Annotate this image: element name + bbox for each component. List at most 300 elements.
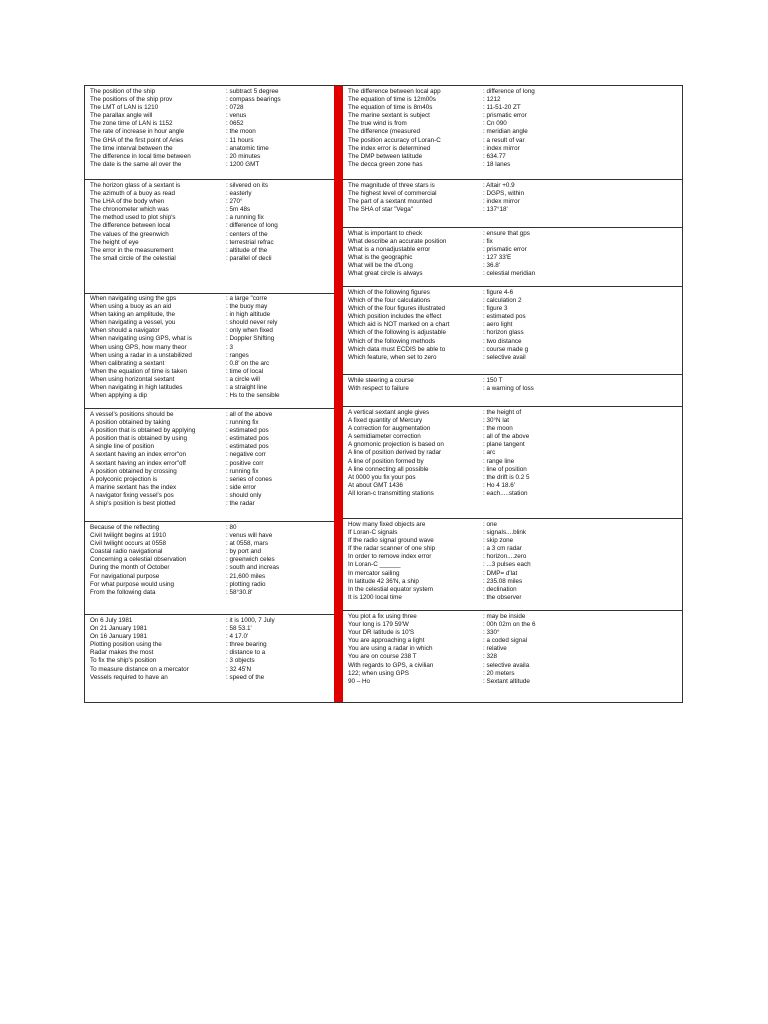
answer-text: : 11-51-20 ZT (483, 104, 521, 112)
answer-text: : declination (483, 585, 517, 593)
answer-text: : 00h 02m on the 6 (483, 621, 536, 629)
question-text: At about GMT 1436 (348, 481, 403, 489)
list-item (343, 417, 682, 425)
answer-text: : 150 T (483, 377, 503, 384)
right-block (343, 287, 682, 375)
question-text: The parallax angle will (90, 112, 153, 120)
list-item (343, 161, 682, 169)
list-item (343, 537, 682, 545)
answer-text: : 3 objects (226, 657, 255, 665)
list-item (85, 319, 335, 327)
list-item (85, 198, 335, 206)
answer-text: : 32 45'N (226, 665, 252, 673)
list-item (85, 649, 335, 657)
answer-text: : 0728 (226, 104, 244, 112)
answer-text: : south and increas (226, 564, 280, 572)
list-item (85, 206, 335, 214)
list-item (343, 137, 682, 145)
list-item (85, 581, 335, 589)
question-text: Which data must ECDIS be able to (348, 345, 446, 353)
answer-text: : fix (483, 238, 493, 246)
question-text: Which of the four calculations (348, 297, 431, 305)
answer-text: : the height of (483, 409, 522, 416)
list-item (343, 529, 682, 537)
list-item (85, 104, 335, 112)
list-item (343, 120, 682, 128)
answer-text: : the moon (226, 128, 256, 136)
left-column (85, 86, 335, 702)
list-item (343, 441, 682, 449)
list-item (85, 633, 335, 641)
answer-text: : may be inside (483, 613, 526, 620)
question-text: A navigator fixing vessel's pos (90, 491, 174, 499)
question-text: Concerning a celestial observation (90, 556, 187, 564)
answer-text: : the buoy may (226, 303, 268, 311)
list-item (85, 548, 335, 556)
list-item (85, 500, 335, 508)
question-text: In order to remove index error (348, 553, 432, 561)
question-text: The method used to plot ship's (90, 214, 176, 222)
question-text: For navigational purpose (90, 572, 160, 580)
list-item (85, 368, 335, 376)
question-text: When navigating using the gps (90, 295, 177, 302)
list-item (343, 313, 682, 321)
question-text: The index error is determined (348, 144, 431, 152)
answer-text: : ensure that gps (483, 230, 530, 237)
list-item (343, 662, 682, 670)
list-item (343, 329, 682, 337)
answer-text: : all of the above (483, 433, 530, 441)
list-item (343, 521, 682, 529)
left-block (85, 293, 335, 409)
list-item (85, 344, 335, 352)
list-item (343, 246, 682, 254)
list-item (343, 670, 682, 678)
right-block (343, 519, 682, 611)
list-item (343, 545, 682, 553)
red-divider (334, 86, 343, 702)
answer-text: : running fix (226, 467, 259, 475)
list-item (85, 435, 335, 443)
answer-text: : 330° (483, 629, 500, 637)
answer-text: : a coded signal (483, 637, 528, 645)
question-text: If the radio signal ground wave (348, 537, 434, 545)
answer-text: : only when fixed (226, 327, 273, 335)
answer-text: : selective avail (483, 353, 526, 361)
list-item (85, 476, 335, 484)
answer-text: : meridian angle (483, 128, 528, 136)
right-block (343, 407, 682, 519)
answer-text: : ...3 pulses each (483, 561, 531, 569)
question-text: When applying a dip (90, 392, 148, 400)
answer-text: : venus (226, 112, 247, 120)
list-item (343, 621, 682, 629)
list-item (85, 674, 335, 682)
answer-text: : skip zone (483, 537, 514, 545)
list-item (85, 222, 335, 230)
list-item (85, 128, 335, 136)
question-text: Which of the four figures illustrated (348, 305, 445, 313)
question-text: When navigating in high latitudes (90, 384, 183, 392)
question-text: The DMP between latitude (348, 152, 423, 160)
question-text: What is important to check (348, 230, 423, 237)
list-item (85, 295, 335, 303)
question-text: The LMT of LAN is 1210 (90, 104, 159, 112)
answer-text: : greenwich celes (226, 556, 275, 564)
question-text: In latitude 42 36'N, a ship (348, 577, 419, 585)
answer-text: : time of local (226, 367, 264, 375)
answer-text: : anatomic time (226, 144, 269, 152)
list-item (343, 385, 682, 393)
list-item (85, 190, 335, 198)
question-text: From the following data (90, 588, 156, 596)
list-item (343, 198, 682, 206)
question-text: You are on course 238 T (348, 653, 417, 661)
answer-text: : Ho 4 18.6' (483, 481, 516, 489)
list-item (85, 564, 335, 572)
answer-text: : three bearing (226, 641, 267, 649)
question-text: The values of the greenwich (90, 230, 169, 238)
question-text: A ship's position is best plotted (90, 500, 176, 508)
answer-text: : prismatic error (483, 112, 527, 120)
question-text: If Loran-C signals (348, 529, 398, 537)
list-item (85, 524, 335, 532)
answer-text: : it is 1000, 7 July (226, 617, 275, 624)
list-item (85, 468, 335, 476)
list-item (85, 360, 335, 368)
question-text: What is a nonadjustable error (348, 246, 431, 254)
question-text: Coastal radio navigational (90, 548, 163, 556)
question-text: On 6 July 1981 (90, 617, 133, 624)
list-item (85, 153, 335, 161)
answer-text: : range line (483, 457, 515, 465)
answer-text: : arc (483, 449, 496, 457)
question-text: 90 – Ho (348, 677, 371, 685)
question-text: The error in the measurement (90, 246, 174, 254)
answer-text: : Sextant altitude (483, 677, 530, 685)
list-item (85, 573, 335, 581)
answer-text: : 127 33'E (483, 254, 512, 262)
question-text: When using horizontal sextant (90, 375, 175, 383)
question-text: The small circle of the celestial (90, 254, 176, 262)
list-item (343, 613, 682, 621)
question-text: Which of the following is adjustable (348, 329, 447, 337)
list-item (343, 238, 682, 246)
list-item (343, 112, 682, 120)
question-text: The time interval between the (90, 144, 173, 152)
question-text: The horizon glass of a sextant is (90, 182, 181, 189)
answer-text: : plane tangent (483, 441, 525, 449)
answer-text: : course made g (483, 345, 529, 353)
question-text: In the celestial equator system (348, 585, 434, 593)
question-text: A polyconic projection is (90, 475, 158, 483)
list-item (85, 112, 335, 120)
list-item (85, 419, 335, 427)
answer-text: : by port and (226, 548, 262, 556)
list-item (85, 411, 335, 419)
answer-text: : horizon....zero (483, 553, 527, 561)
list-item (343, 466, 682, 474)
list-item (343, 270, 682, 278)
question-text: Because of the reflecting (90, 524, 160, 531)
left-block (85, 615, 335, 704)
answer-text: : series of cones (226, 475, 272, 483)
list-item (343, 305, 682, 313)
right-block (343, 375, 682, 407)
question-text: The equation of time is 12m00s (348, 96, 436, 104)
question-text: What great circle is always (348, 270, 423, 278)
question-text: A line of position formed by (348, 457, 424, 465)
answer-text: : 21,600 miles (226, 572, 266, 580)
question-text: 122; when using GPS (348, 669, 409, 677)
list-item (343, 88, 682, 96)
list-item (343, 104, 682, 112)
answer-text: : terrestrial refrac (226, 238, 274, 246)
answer-text: : 137°18' (483, 206, 508, 214)
list-item (343, 182, 682, 190)
answer-text: : figure 3 (483, 305, 508, 313)
answer-text: : figure 4-6 (483, 289, 514, 296)
question-text: The highest level of commercial (348, 190, 437, 198)
question-text: In mercator sailing (348, 569, 400, 577)
list-item (85, 247, 335, 255)
question-text: The position accuracy of Loran-C (348, 136, 441, 144)
list-item (85, 231, 335, 239)
list-item (85, 666, 335, 674)
left-block (85, 409, 335, 522)
question-text: Which position includes the effect (348, 313, 442, 321)
answer-text: : 4 17.0' (226, 633, 249, 641)
question-text: The difference in local time between (90, 152, 191, 160)
answer-text: : line of position (483, 465, 527, 473)
answer-text: : running fix (226, 419, 259, 427)
list-item (343, 338, 682, 346)
question-text: You are approaching a light (348, 637, 425, 645)
answer-text: : celestial meridian (483, 270, 536, 278)
question-text: To measure distance on a mercator (90, 665, 189, 673)
answer-text: : 80 (226, 524, 237, 531)
answer-text: : aero light (483, 321, 513, 329)
answer-text: : 36.8' (483, 262, 500, 270)
answer-text: : in high altitude (226, 311, 271, 319)
answer-text: : 1200 GMT (226, 160, 260, 168)
question-text: To fix the ship's position (90, 657, 157, 665)
right-block (343, 180, 682, 228)
question-text: A position obtained by taking (90, 419, 171, 427)
question-text: At 0000 you fix your pos (348, 473, 416, 481)
answer-text: : Hs to the sensible (226, 392, 280, 400)
question-text: With regards to GPS, a civilian (348, 661, 434, 669)
question-text: All loran-c transmitting stations (348, 489, 434, 497)
list-item (85, 161, 335, 169)
answer-text: : 58 53.1' (226, 625, 252, 633)
question-text: A vertical sextant angle gives (348, 409, 430, 416)
list-item (85, 641, 335, 649)
answer-text: : a running fix (226, 214, 264, 222)
question-text: You plot a fix using three (348, 613, 417, 620)
answer-text: : selective availa (483, 661, 530, 669)
answer-text: : 0652 (226, 120, 244, 128)
list-item (343, 653, 682, 661)
question-text: The magnitude of three stars is (348, 182, 435, 189)
question-text: The SHA of star "Vega" (348, 206, 414, 214)
question-text: A position that is obtained by using (90, 435, 187, 443)
list-item (85, 427, 335, 435)
list-item (85, 460, 335, 468)
question-text: The difference between local (90, 222, 171, 230)
answer-text: : distance to a (226, 649, 266, 657)
answer-text: : 270° (226, 198, 243, 206)
question-text: Vessels required to have an (90, 673, 168, 681)
list-item (343, 637, 682, 645)
answer-text: : index mirror (483, 198, 520, 206)
list-item (343, 449, 682, 457)
list-item (85, 443, 335, 451)
answer-text: : 328 (483, 653, 498, 661)
list-item (343, 128, 682, 136)
question-text: The difference (measured (348, 128, 420, 136)
list-item (343, 145, 682, 153)
answer-text: : parallel of decli (226, 254, 272, 262)
question-text: The equation of time is 8m40s (348, 104, 433, 112)
question-text: A line connecting all possible (348, 465, 429, 473)
question-text: The chronometer which was (90, 206, 169, 214)
answer-text: : positive corr (226, 459, 264, 467)
question-text: Radar makes the most (90, 649, 154, 657)
list-item (85, 137, 335, 145)
answer-text: : 18 lanes (483, 160, 511, 168)
list-item (343, 474, 682, 482)
question-text: What will be the d'Long (348, 262, 413, 270)
answer-text: : calculation 2 (483, 297, 522, 305)
question-text: When should a navigator (90, 327, 160, 335)
question-text: Which aid is NOT marked on a chart (348, 321, 450, 329)
question-text: The GHA of the first point of Aries (90, 136, 184, 144)
answer-text: : difference of long (226, 222, 278, 230)
question-text: A vessel's positions should be (90, 411, 174, 418)
answer-text: : should never rely (226, 319, 278, 327)
list-item (85, 657, 335, 665)
question-text: The true wind is from (348, 120, 407, 128)
answer-text: : plotting radio (226, 580, 266, 588)
answer-text: : 11 hours (226, 136, 254, 144)
question-text: Which feature, when set to zero (348, 353, 437, 361)
answer-text: : a straight line (226, 384, 267, 392)
answer-text: : the drift is 0.2 5 (483, 473, 530, 481)
answer-text: : estimated pos (226, 435, 269, 443)
answer-text: : prismatic error (483, 246, 527, 254)
question-text: The decca green zone has (348, 160, 423, 168)
list-item (343, 586, 682, 594)
question-text: A fixed quantity of Mercury (348, 417, 423, 425)
list-item (343, 482, 682, 490)
list-item (85, 311, 335, 319)
question-text: The date is the same all over the (90, 160, 182, 168)
list-item (85, 617, 335, 625)
list-item (85, 303, 335, 311)
list-item (343, 629, 682, 637)
list-item (343, 561, 682, 569)
question-text: When the equation of time is taken (90, 367, 187, 375)
question-text: When taking an amplitude, the (90, 311, 176, 319)
question-text: The azimuth of a buoy as read (90, 190, 176, 198)
answer-text: : two distance (483, 337, 522, 345)
list-item (343, 409, 682, 417)
answer-text: : index mirror (483, 144, 520, 152)
question-text: What describe an accurate position (348, 238, 447, 246)
question-text: Civil twilight occurs at 0558 (90, 540, 166, 548)
answer-text: : 3 (226, 343, 234, 351)
question-text: The height of eye (90, 238, 139, 246)
answer-text: : the moon (483, 425, 513, 433)
list-item (85, 556, 335, 564)
answer-text: : the radar (226, 500, 255, 508)
answer-text: : the observer (483, 593, 522, 601)
question-text: On 21 January 1981 (90, 625, 148, 633)
question-text: The LHA of the body when (90, 198, 165, 206)
list-item (85, 376, 335, 384)
question-text: Civil twilight begins at 1910 (90, 532, 166, 540)
answer-text: : should only (226, 491, 262, 499)
list-item (85, 182, 335, 190)
answer-text: : estimated pos (483, 313, 526, 321)
list-item (343, 346, 682, 354)
answer-text: : compass bearings (226, 96, 281, 104)
question-text: Which of the following methods (348, 337, 436, 345)
list-item (343, 230, 682, 238)
list-item (85, 540, 335, 548)
answer-text: : easterly (226, 190, 252, 198)
question-text: A marine sextant has the index (90, 483, 177, 491)
list-item (85, 589, 335, 597)
answer-text: : estimated pos (226, 443, 269, 451)
list-item (85, 352, 335, 360)
question-text: Your long is 179 59'W (348, 621, 409, 629)
answer-text: : relative (483, 645, 507, 653)
list-item (85, 532, 335, 540)
answer-text: : 1212 (483, 96, 501, 104)
list-item (85, 451, 335, 459)
question-text: When using a radar in a unstabilized (90, 351, 192, 359)
answer-text: : 30°N lat (483, 417, 509, 425)
answer-text: : horizon glass (483, 329, 524, 337)
answer-text: : Doppler Shifting (226, 335, 275, 343)
answer-text: : Cn 090 (483, 120, 507, 128)
list-item (85, 120, 335, 128)
answer-text: : each.....station (483, 489, 528, 497)
list-item (85, 484, 335, 492)
list-item (343, 425, 682, 433)
answer-text: : negative corr (226, 451, 266, 459)
question-text: While steering a course (348, 377, 414, 384)
answer-text: : venus will have (226, 532, 273, 540)
answer-text: : 235.08 miles (483, 577, 523, 585)
question-text: The rate of increase in hour angle (90, 128, 185, 136)
question-text: When calibrating a sextant (90, 359, 165, 367)
question-text: For what purpose would using (90, 580, 175, 588)
list-item (343, 458, 682, 466)
answer-text: : all of the above (226, 411, 273, 418)
question-text: When using a buoy as an aid (90, 303, 172, 311)
answer-text: : at 0558, mars (226, 540, 268, 548)
answer-text: : 20 meters (483, 669, 515, 677)
right-column (343, 86, 682, 702)
answer-text: : a 3 cm radar (483, 545, 522, 553)
list-item (343, 254, 682, 262)
answer-text: : 634.77 (483, 152, 506, 160)
question-text: The marine sextant is subject (348, 112, 430, 120)
list-item (343, 377, 682, 385)
